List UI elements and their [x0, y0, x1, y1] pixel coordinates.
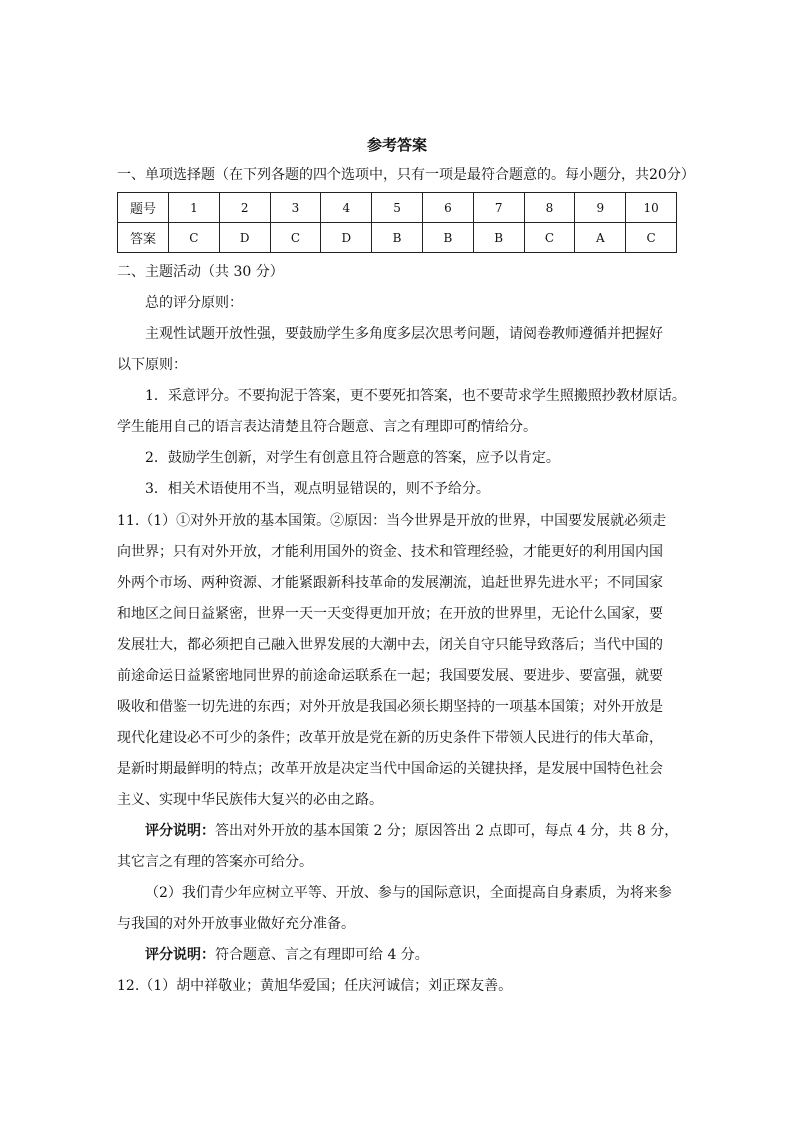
principle-title: 总的评分原则： — [145, 295, 243, 311]
q11-line: 吸收和借鉴一切先进的东西；对外开放是我国必须长期坚持的一项基本国策；对外开放是 — [117, 699, 663, 715]
table-cell: B — [422, 223, 473, 253]
section1-heading — [117, 165, 695, 185]
table-cell: 7 — [473, 193, 524, 223]
rule2-line: 2．鼓励学生创新，对学生有创意且符合题意的答案，应予以肯定。 — [145, 450, 560, 466]
table-row-numbers — [118, 193, 677, 223]
table-cell: D — [321, 223, 372, 253]
table-cell: 6 — [422, 193, 473, 223]
intro-line-2: 以下原则： — [117, 357, 187, 373]
table-cell: 10 — [626, 193, 677, 223]
q11-line: 现代化建设必不可少的条件；改革开放是党在新的历史条件下带领人民进行的伟大革命， — [117, 730, 663, 746]
table-cell: 9 — [575, 193, 626, 223]
row-label-number: 题号 — [118, 193, 169, 223]
scoring-note-text: 符合题意、言之有理即可给 4 分。 — [215, 947, 429, 963]
q11-part2-line-2: 与我国的对外开放事业做好充分准备。 — [117, 916, 355, 932]
rule1-line-1: 1．采意评分。不要拘泥于答案，更不要死扣答案，也不要苛求学生照搬照抄教材原话。 — [145, 388, 686, 404]
rule3-line: 3．相关术语使用不当，观点明显错误的，则不予给分。 — [145, 481, 490, 497]
page-title: 参考答案 — [366, 136, 427, 154]
rule1-line-2: 学生能用自己的语言表达清楚且符合题意、言之有理即可酌情给分。 — [117, 419, 537, 435]
table-cell: 5 — [372, 193, 423, 223]
table-cell: C — [626, 223, 677, 253]
q11-line: 向世界；只有对外开放，才能利用国外的资金、技术和管理经验，才能更好的利用国内国 — [117, 544, 663, 560]
table-cell: B — [473, 223, 524, 253]
q11-scoring-note-cont: 其它言之有理的答案亦可给分。 — [117, 854, 313, 870]
table-cell: D — [219, 223, 270, 253]
q11-line: 主义、实现中华民族伟大复兴的必由之路。 — [117, 792, 383, 808]
q12-line-1: 12.（1）胡中祥敬业；黄旭华爱国；任庆河诚信；刘正琛友善。 — [117, 978, 513, 994]
q11-scoring-note — [145, 821, 678, 841]
scoring-note-text: 答出对外开放的基本国策 2 分；原因答出 2 点即可，每点 4 分，共 8 分， — [215, 823, 679, 839]
table-cell: 3 — [270, 193, 321, 223]
q11-line: 前途命运日益紧密地同世界的前途命运联系在一起；我国要发展、要进步、要富强，就要 — [117, 668, 663, 684]
row-label-answer: 答案 — [118, 223, 169, 253]
table-cell: C — [169, 223, 220, 253]
table-cell: C — [270, 223, 321, 253]
intro-line-1: 主观性试题开放性强，要鼓励学生多角度多层次思考问题，请阅卷教师遵循并把握好 — [145, 326, 663, 342]
scoring-note-label: 评分说明： — [145, 823, 215, 839]
table-cell: B — [372, 223, 423, 253]
q11-line: 发展壮大，都必须把自己融入世界发展的大潮中去，闭关自守只能导致落后；当代中国的 — [117, 637, 663, 653]
q11-line: 和地区之间日益紧密，世界一天一天变得更加开放；在开放的世界里，无论什么国家，要 — [117, 606, 663, 622]
q11-part2-line-1: （2）我们青少年应树立平等、开放、参与的国际意识，全面提高自身素质，为将来参 — [145, 885, 672, 901]
section1-heading-text: 一、单项选择题（在下列各题的四个选项中，只有一项是最符合题意的。每小题 — [117, 167, 607, 183]
answer-table — [117, 192, 677, 253]
table-cell: 1 — [169, 193, 220, 223]
scoring-note-label: 评分说明： — [145, 947, 215, 963]
table-cell: C — [524, 223, 575, 253]
table-cell: 2 — [219, 193, 270, 223]
section2-heading: 二、主题活动（共 30 分） — [117, 264, 284, 280]
table-cell: A — [575, 223, 626, 253]
q11-line: 是新时期最鲜明的特点；改革开放是决定当代中国命运的关键抉择，是发展中国特色社会 — [117, 761, 663, 777]
table-cell: 4 — [321, 193, 372, 223]
section1-heading-tail: 分，共20分） — [607, 167, 695, 183]
q11-line: 11.（1）①对外开放的基本国策。②原因：当今世界是开放的世界，中国要发展就必须走 — [117, 513, 667, 529]
q11-line: 外两个市场、两种资源、才能紧跟新科技革命的发展潮流，追赶世界先进水平；不同国家 — [117, 575, 663, 591]
table-cell: 8 — [524, 193, 575, 223]
table-row-answers — [118, 223, 677, 253]
q11-part2-scoring-note — [145, 945, 429, 965]
